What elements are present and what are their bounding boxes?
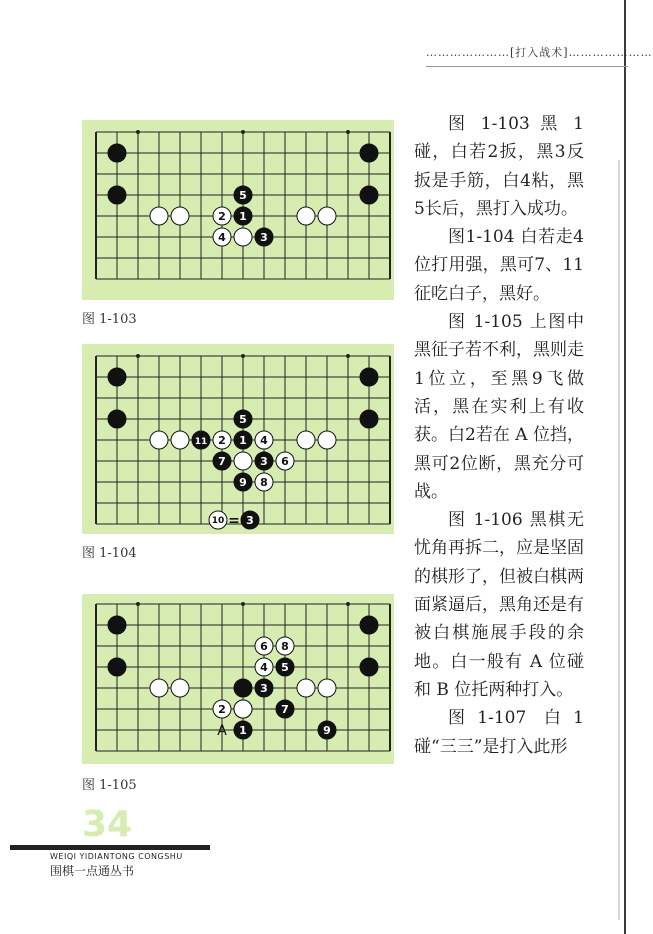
white-stone — [255, 431, 273, 449]
header-dots-left: ………………… — [426, 46, 510, 59]
black-stone — [108, 616, 126, 634]
star-point — [346, 602, 350, 606]
move-number: 2 — [218, 434, 226, 447]
white-stone — [171, 679, 189, 697]
move-number: 6 — [260, 640, 268, 653]
black-stone — [192, 431, 210, 449]
black-stone — [108, 410, 126, 428]
move-number: 6 — [281, 455, 289, 468]
star-point — [241, 130, 245, 134]
star-point — [241, 354, 245, 358]
series-title-english: WEIQI YIDIANTONG CONGSHU — [50, 852, 183, 861]
white-stone — [318, 207, 336, 225]
move-number: 7 — [281, 703, 289, 716]
black-stone — [360, 616, 378, 634]
page-number: 34 — [82, 804, 133, 845]
move-number: 4 — [260, 434, 268, 447]
white-stone — [276, 637, 294, 655]
white-stone — [234, 700, 252, 718]
black-stone — [360, 186, 378, 204]
white-stone — [297, 207, 315, 225]
star-point — [136, 130, 140, 134]
move-number: 3 — [260, 231, 268, 244]
move-number: 3 — [260, 455, 268, 468]
white-stone — [171, 431, 189, 449]
move-number: 9 — [239, 476, 247, 489]
black-stone — [234, 431, 252, 449]
black-stone — [360, 368, 378, 386]
black-stone — [108, 144, 126, 162]
white-stone — [318, 679, 336, 697]
black-stone — [234, 721, 252, 739]
move-number: 5 — [239, 189, 247, 202]
move-number: 11 — [194, 437, 208, 447]
black-stone — [234, 410, 252, 428]
star-point — [346, 354, 350, 358]
go-board-fig-1-105 — [82, 594, 394, 764]
move-number: 1 — [239, 434, 247, 447]
black-stone — [276, 658, 294, 676]
go-board-fig-1-104 — [82, 344, 394, 534]
point-label: A — [217, 723, 227, 739]
paragraph: 图1-107 白1碰“三三”是打入此形 — [414, 708, 584, 757]
star-point — [136, 354, 140, 358]
move-number: 8 — [260, 476, 268, 489]
figure-caption-1-104: 图 1-104 — [82, 546, 137, 561]
black-stone — [108, 186, 126, 204]
move-number: 4 — [260, 661, 268, 674]
paragraph: 图1-104 白若走4位打用强，黑可7、11征吃白子，黑好。 — [414, 227, 584, 304]
series-title-chinese: 围棋一点通丛书 — [50, 864, 135, 878]
move-number: 1 — [239, 210, 247, 223]
white-stone — [297, 431, 315, 449]
paragraph: 图 1-105 上图中黑征子若不利，黑则走1位立，至黑9飞做活，黑在实利上有收获。白2若在 A 位挡，黑可2位断，黑充分可战。 — [414, 312, 584, 502]
star-point — [346, 130, 350, 134]
black-stone — [255, 679, 273, 697]
body-text — [414, 110, 584, 761]
white-stone — [255, 473, 273, 491]
white-stone — [213, 700, 231, 718]
move-number: 5 — [281, 661, 289, 674]
move-number: 5 — [239, 413, 247, 426]
go-board-fig-1-103 — [82, 120, 394, 300]
black-stone — [318, 721, 336, 739]
move-number: 4 — [218, 231, 226, 244]
white-stone — [255, 658, 273, 676]
page-edge-line — [624, 0, 626, 934]
white-stone — [318, 431, 336, 449]
white-stone — [297, 679, 315, 697]
black-stone — [234, 679, 252, 697]
white-stone — [255, 637, 273, 655]
white-stone — [150, 207, 168, 225]
page-bleed-shadow — [618, 160, 620, 920]
white-stone — [276, 452, 294, 470]
move-number: 1 — [239, 724, 247, 737]
white-stone — [234, 452, 252, 470]
black-stone — [108, 368, 126, 386]
black-stone — [234, 207, 252, 225]
white-stone — [150, 431, 168, 449]
star-point — [241, 602, 245, 606]
board-svg — [82, 594, 394, 764]
board-svg — [82, 344, 394, 534]
black-stone — [234, 473, 252, 491]
black-stone — [255, 228, 273, 246]
move-number: 7 — [218, 455, 226, 468]
white-stone — [213, 207, 231, 225]
move-number: 3 — [260, 682, 268, 695]
header-dots-right: ………………… — [568, 46, 653, 59]
black-stone — [255, 452, 273, 470]
move-number: 9 — [323, 724, 331, 737]
black-stone — [360, 658, 378, 676]
white-stone — [213, 431, 231, 449]
black-stone — [213, 452, 231, 470]
white-stone — [171, 207, 189, 225]
paragraph: 图 1-103 黑 1 碰，白若2扳，黑3反扳是手筋，白4粘，黑5长后，黑打入成功。 — [414, 114, 584, 219]
move-number: 2 — [218, 703, 226, 716]
black-stone — [360, 410, 378, 428]
running-header — [426, 44, 653, 64]
svg-text:3: 3 — [246, 514, 254, 527]
header-title: [打入战术] — [510, 46, 569, 59]
paragraph: 图 1-106 黑棋无忧角再拆二，应是坚固的棋形了，但被白棋两面紧逼后，黑角还是有被白棋施展手段的余地。白一般有 A 位碰和 B 位托两种打入。 — [414, 510, 584, 700]
move-number: 2 — [218, 210, 226, 223]
black-stone — [276, 700, 294, 718]
svg-text:10: 10 — [211, 516, 225, 526]
board-svg — [82, 120, 394, 300]
footer-bar — [10, 845, 210, 850]
figure-caption-1-105: 图 1-105 — [82, 778, 137, 793]
figure-caption-1-103: 图 1-103 — [82, 312, 137, 327]
white-stone — [150, 679, 168, 697]
svg-text:=: = — [228, 513, 240, 529]
header-rule — [426, 66, 628, 67]
move-note — [209, 511, 259, 529]
black-stone — [108, 658, 126, 676]
black-stone — [360, 144, 378, 162]
white-stone — [213, 228, 231, 246]
move-number: 8 — [281, 640, 289, 653]
black-stone — [234, 186, 252, 204]
star-point — [136, 602, 140, 606]
white-stone — [234, 228, 252, 246]
